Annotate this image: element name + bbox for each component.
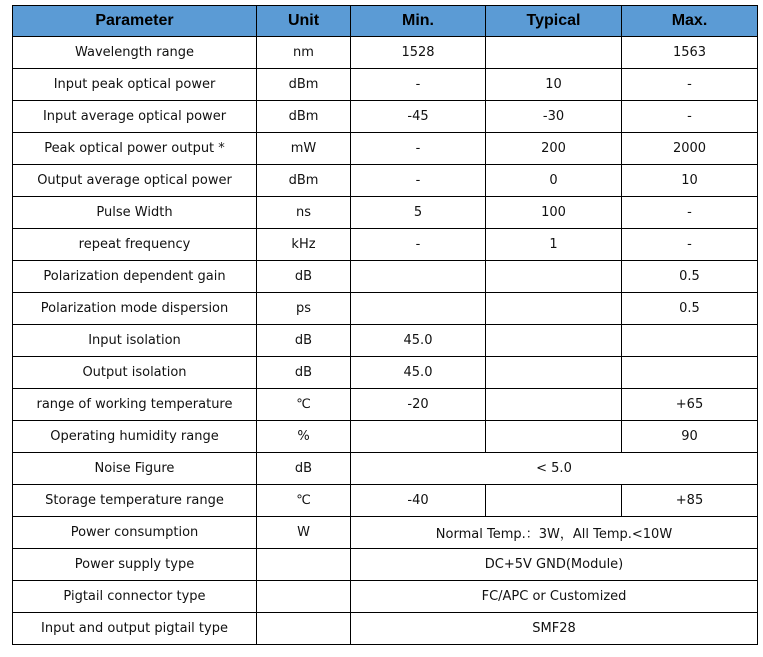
- table-row: [13, 421, 758, 453]
- cell-unit: %: [257, 421, 351, 453]
- cell-typical: [486, 325, 622, 357]
- cell-parameter: Polarization dependent gain: [13, 261, 257, 293]
- cell-typical: [486, 421, 622, 453]
- cell-parameter: Storage temperature range: [13, 485, 257, 517]
- cell-unit: ns: [257, 197, 351, 229]
- table-row: [13, 37, 758, 69]
- table-row: [13, 325, 758, 357]
- table-row: [13, 517, 758, 549]
- cell-max: +65: [622, 389, 758, 421]
- cell-min: [351, 293, 486, 325]
- table-row: [13, 453, 758, 485]
- cell-typical: -30: [486, 101, 622, 133]
- cell-parameter: Polarization mode dispersion: [13, 293, 257, 325]
- cell-value-merged: < 5.0: [351, 453, 758, 485]
- cell-parameter: Input isolation: [13, 325, 257, 357]
- cell-typical: 10: [486, 69, 622, 101]
- cell-min: -: [351, 165, 486, 197]
- table-row: [13, 549, 758, 581]
- cell-typical: [486, 389, 622, 421]
- spec-table: [12, 5, 758, 645]
- cell-unit: [257, 613, 351, 645]
- cell-typical: [486, 293, 622, 325]
- table-row: [13, 133, 758, 165]
- cell-parameter: Peak optical power output *: [13, 133, 257, 165]
- cell-unit: ℃: [257, 485, 351, 517]
- cell-value-merged: DC+5V GND(Module): [351, 549, 758, 581]
- cell-max: -: [622, 229, 758, 261]
- cell-parameter: Pigtail connector type: [13, 581, 257, 613]
- cell-parameter: Wavelength range: [13, 37, 257, 69]
- cell-unit: dBm: [257, 165, 351, 197]
- cell-typical: [486, 357, 622, 389]
- cell-max: +85: [622, 485, 758, 517]
- cell-unit: dB: [257, 453, 351, 485]
- table-row: [13, 261, 758, 293]
- table-row: [13, 197, 758, 229]
- cell-unit: nm: [257, 37, 351, 69]
- cell-min: -45: [351, 101, 486, 133]
- table-row: [13, 165, 758, 197]
- cell-parameter: Input and output pigtail type: [13, 613, 257, 645]
- table-row: [13, 581, 758, 613]
- cell-parameter: Input peak optical power: [13, 69, 257, 101]
- header-max: Max.: [622, 6, 758, 37]
- cell-value-merged: SMF28: [351, 613, 758, 645]
- cell-typical: 0: [486, 165, 622, 197]
- cell-min: 5: [351, 197, 486, 229]
- cell-min: 45.0: [351, 357, 486, 389]
- cell-unit: ps: [257, 293, 351, 325]
- header-min: Min.: [351, 6, 486, 37]
- cell-min: 1528: [351, 37, 486, 69]
- table-row: [13, 389, 758, 421]
- cell-typical: 200: [486, 133, 622, 165]
- cell-unit: mW: [257, 133, 351, 165]
- cell-max: 2000: [622, 133, 758, 165]
- cell-max: [622, 357, 758, 389]
- cell-unit: dB: [257, 261, 351, 293]
- header-unit: Unit: [257, 6, 351, 37]
- table-row: [13, 101, 758, 133]
- table-row: [13, 229, 758, 261]
- cell-unit: kHz: [257, 229, 351, 261]
- cell-parameter: Output isolation: [13, 357, 257, 389]
- cell-min: [351, 261, 486, 293]
- header-row: [13, 6, 758, 37]
- cell-max: -: [622, 101, 758, 133]
- cell-value-merged: FC/APC or Customized: [351, 581, 758, 613]
- cell-max: [622, 325, 758, 357]
- cell-unit: dB: [257, 357, 351, 389]
- cell-unit: dBm: [257, 101, 351, 133]
- cell-unit: dB: [257, 325, 351, 357]
- cell-typical: [486, 261, 622, 293]
- cell-max: -: [622, 197, 758, 229]
- cell-max: 10: [622, 165, 758, 197]
- cell-typical: [486, 485, 622, 517]
- cell-unit: ℃: [257, 389, 351, 421]
- cell-parameter: Input average optical power: [13, 101, 257, 133]
- cell-typical: 100: [486, 197, 622, 229]
- table-row: [13, 485, 758, 517]
- table-row: [13, 357, 758, 389]
- table-row: [13, 613, 758, 645]
- table-row: [13, 69, 758, 101]
- cell-parameter: range of working temperature: [13, 389, 257, 421]
- cell-min: -: [351, 229, 486, 261]
- cell-unit: [257, 581, 351, 613]
- cell-max: 0.5: [622, 293, 758, 325]
- cell-min: -: [351, 69, 486, 101]
- cell-max: 0.5: [622, 261, 758, 293]
- table-row: [13, 293, 758, 325]
- cell-parameter: repeat frequency: [13, 229, 257, 261]
- cell-parameter: Pulse Width: [13, 197, 257, 229]
- cell-unit: W: [257, 517, 351, 549]
- cell-parameter: Operating humidity range: [13, 421, 257, 453]
- cell-min: -: [351, 133, 486, 165]
- header-typical: Typical: [486, 6, 622, 37]
- cell-max: 1563: [622, 37, 758, 69]
- cell-parameter: Power supply type: [13, 549, 257, 581]
- cell-min: -20: [351, 389, 486, 421]
- cell-typical: [486, 37, 622, 69]
- cell-typical: 1: [486, 229, 622, 261]
- cell-parameter: Power consumption: [13, 517, 257, 549]
- cell-min: -40: [351, 485, 486, 517]
- cell-parameter: Noise Figure: [13, 453, 257, 485]
- cell-unit: dBm: [257, 69, 351, 101]
- cell-parameter: Output average optical power: [13, 165, 257, 197]
- cell-min: [351, 421, 486, 453]
- cell-max: -: [622, 69, 758, 101]
- header-parameter: Parameter: [13, 6, 257, 37]
- table-body: [13, 37, 758, 645]
- cell-value-merged: Normal Temp.：3W，All Temp.<10W: [351, 517, 758, 549]
- cell-unit: [257, 549, 351, 581]
- cell-max: 90: [622, 421, 758, 453]
- cell-min: 45.0: [351, 325, 486, 357]
